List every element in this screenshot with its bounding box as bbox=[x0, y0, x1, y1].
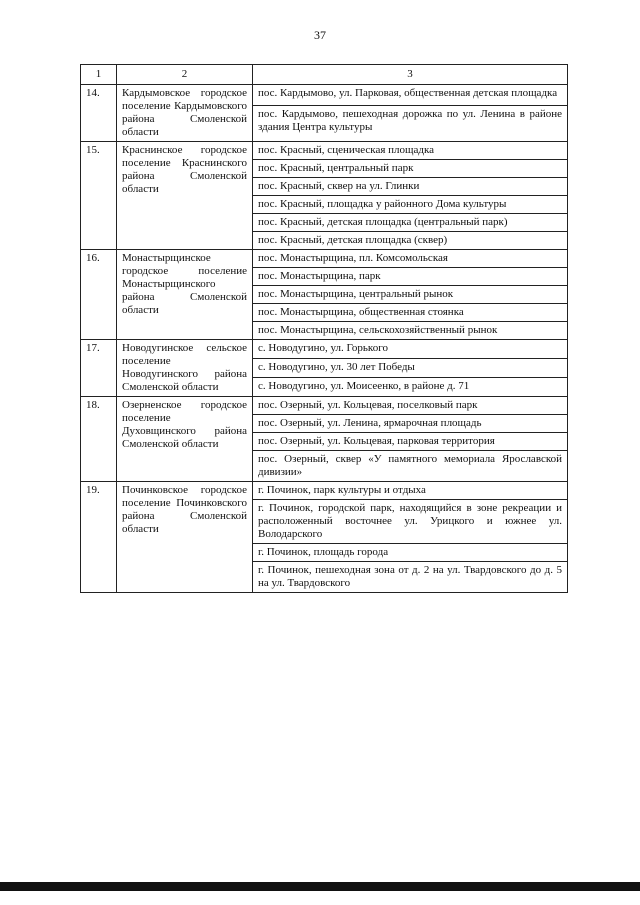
column-header: 1 bbox=[81, 65, 117, 85]
table-row bbox=[81, 250, 568, 268]
table-row bbox=[81, 397, 568, 415]
place-description: пос. Монастырщина, центральный рынок bbox=[253, 286, 568, 304]
table-header-row bbox=[81, 65, 568, 85]
row-number: 18. bbox=[81, 397, 117, 482]
table-row bbox=[81, 85, 568, 106]
table-row bbox=[81, 482, 568, 500]
place-description: пос. Кардымово, пешеходная дорожка по ул. Ленина в районе здания Центра культуры bbox=[253, 105, 568, 141]
row-number: 15. bbox=[81, 142, 117, 250]
place-description: пос. Озерный, ул. Кольцевая, поселковый парк bbox=[253, 397, 568, 415]
place-description: пос. Монастырщина, парк bbox=[253, 268, 568, 286]
place-description: пос. Озерный, ул. Ленина, ярмарочная площадь bbox=[253, 415, 568, 433]
place-description: г. Починок, площадь города bbox=[253, 544, 568, 562]
settlement-name: Кардымовское городское поселение Кардымовского района Смоленской области bbox=[117, 85, 253, 142]
settlement-name: Краснинское городское поселение Краснинского района Смоленской области bbox=[117, 142, 253, 250]
place-description: пос. Озерный, ул. Кольцевая, парковая территория bbox=[253, 433, 568, 451]
place-description: пос. Кардымово, ул. Парковая, общественная детская площадка bbox=[253, 85, 568, 106]
column-header: 3 bbox=[253, 65, 568, 85]
page-number: 37 bbox=[314, 28, 326, 42]
table-row bbox=[81, 340, 568, 359]
settlement-name: Озерненское городское поселение Духовщинского района Смоленской области bbox=[117, 397, 253, 482]
place-description: г. Починок, пешеходная зона от д. 2 на ул. Твардовского до д. 5 на ул. Твардовского bbox=[253, 562, 568, 593]
column-header: 2 bbox=[117, 65, 253, 85]
place-description: пос. Монастырщина, общественная стоянка bbox=[253, 304, 568, 322]
table-row bbox=[81, 142, 568, 160]
settlement-name: Починковское городское поселение Починковского района Смоленской области bbox=[117, 482, 253, 593]
row-number: 19. bbox=[81, 482, 117, 593]
row-number: 14. bbox=[81, 85, 117, 142]
place-description: пос. Монастырщина, сельскохозяйственный рынок bbox=[253, 322, 568, 340]
place-description: пос. Красный, центральный парк bbox=[253, 160, 568, 178]
place-description: г. Починок, городской парк, находящийся в зоне рекреации и расположенный восточнее ул. Урицкого и южнее ул. Володарского bbox=[253, 500, 568, 544]
place-description: с. Новодугино, ул. Горького bbox=[253, 340, 568, 359]
row-number: 17. bbox=[81, 340, 117, 397]
place-description: г. Починок, парк культуры и отдыха bbox=[253, 482, 568, 500]
settlement-name: Монастырщинское городское поселение Монастырщинского района Смоленской области bbox=[117, 250, 253, 340]
settlement-name: Новодугинское сельское поселение Новодугинского района Смоленской области bbox=[117, 340, 253, 397]
place-description: с. Новодугино, ул. Моисеенко, в районе д. 71 bbox=[253, 378, 568, 397]
place-description: с. Новодугино, ул. 30 лет Победы bbox=[253, 359, 568, 378]
place-description: пос. Красный, сквер на ул. Глинки bbox=[253, 178, 568, 196]
place-description: пос. Красный, сценическая площадка bbox=[253, 142, 568, 160]
place-description: пос. Красный, детская площадка (сквер) bbox=[253, 232, 568, 250]
place-description: пос. Монастырщина, пл. Комсомольская bbox=[253, 250, 568, 268]
scan-edge-bar bbox=[0, 882, 640, 891]
row-number: 16. bbox=[81, 250, 117, 340]
place-description: пос. Красный, детская площадка (центральный парк) bbox=[253, 214, 568, 232]
place-description: пос. Красный, площадка у районного Дома культуры bbox=[253, 196, 568, 214]
place-description: пос. Озерный, сквер «У памятного мемориала Ярославской дивизии» bbox=[253, 451, 568, 482]
settlements-table bbox=[80, 64, 568, 593]
